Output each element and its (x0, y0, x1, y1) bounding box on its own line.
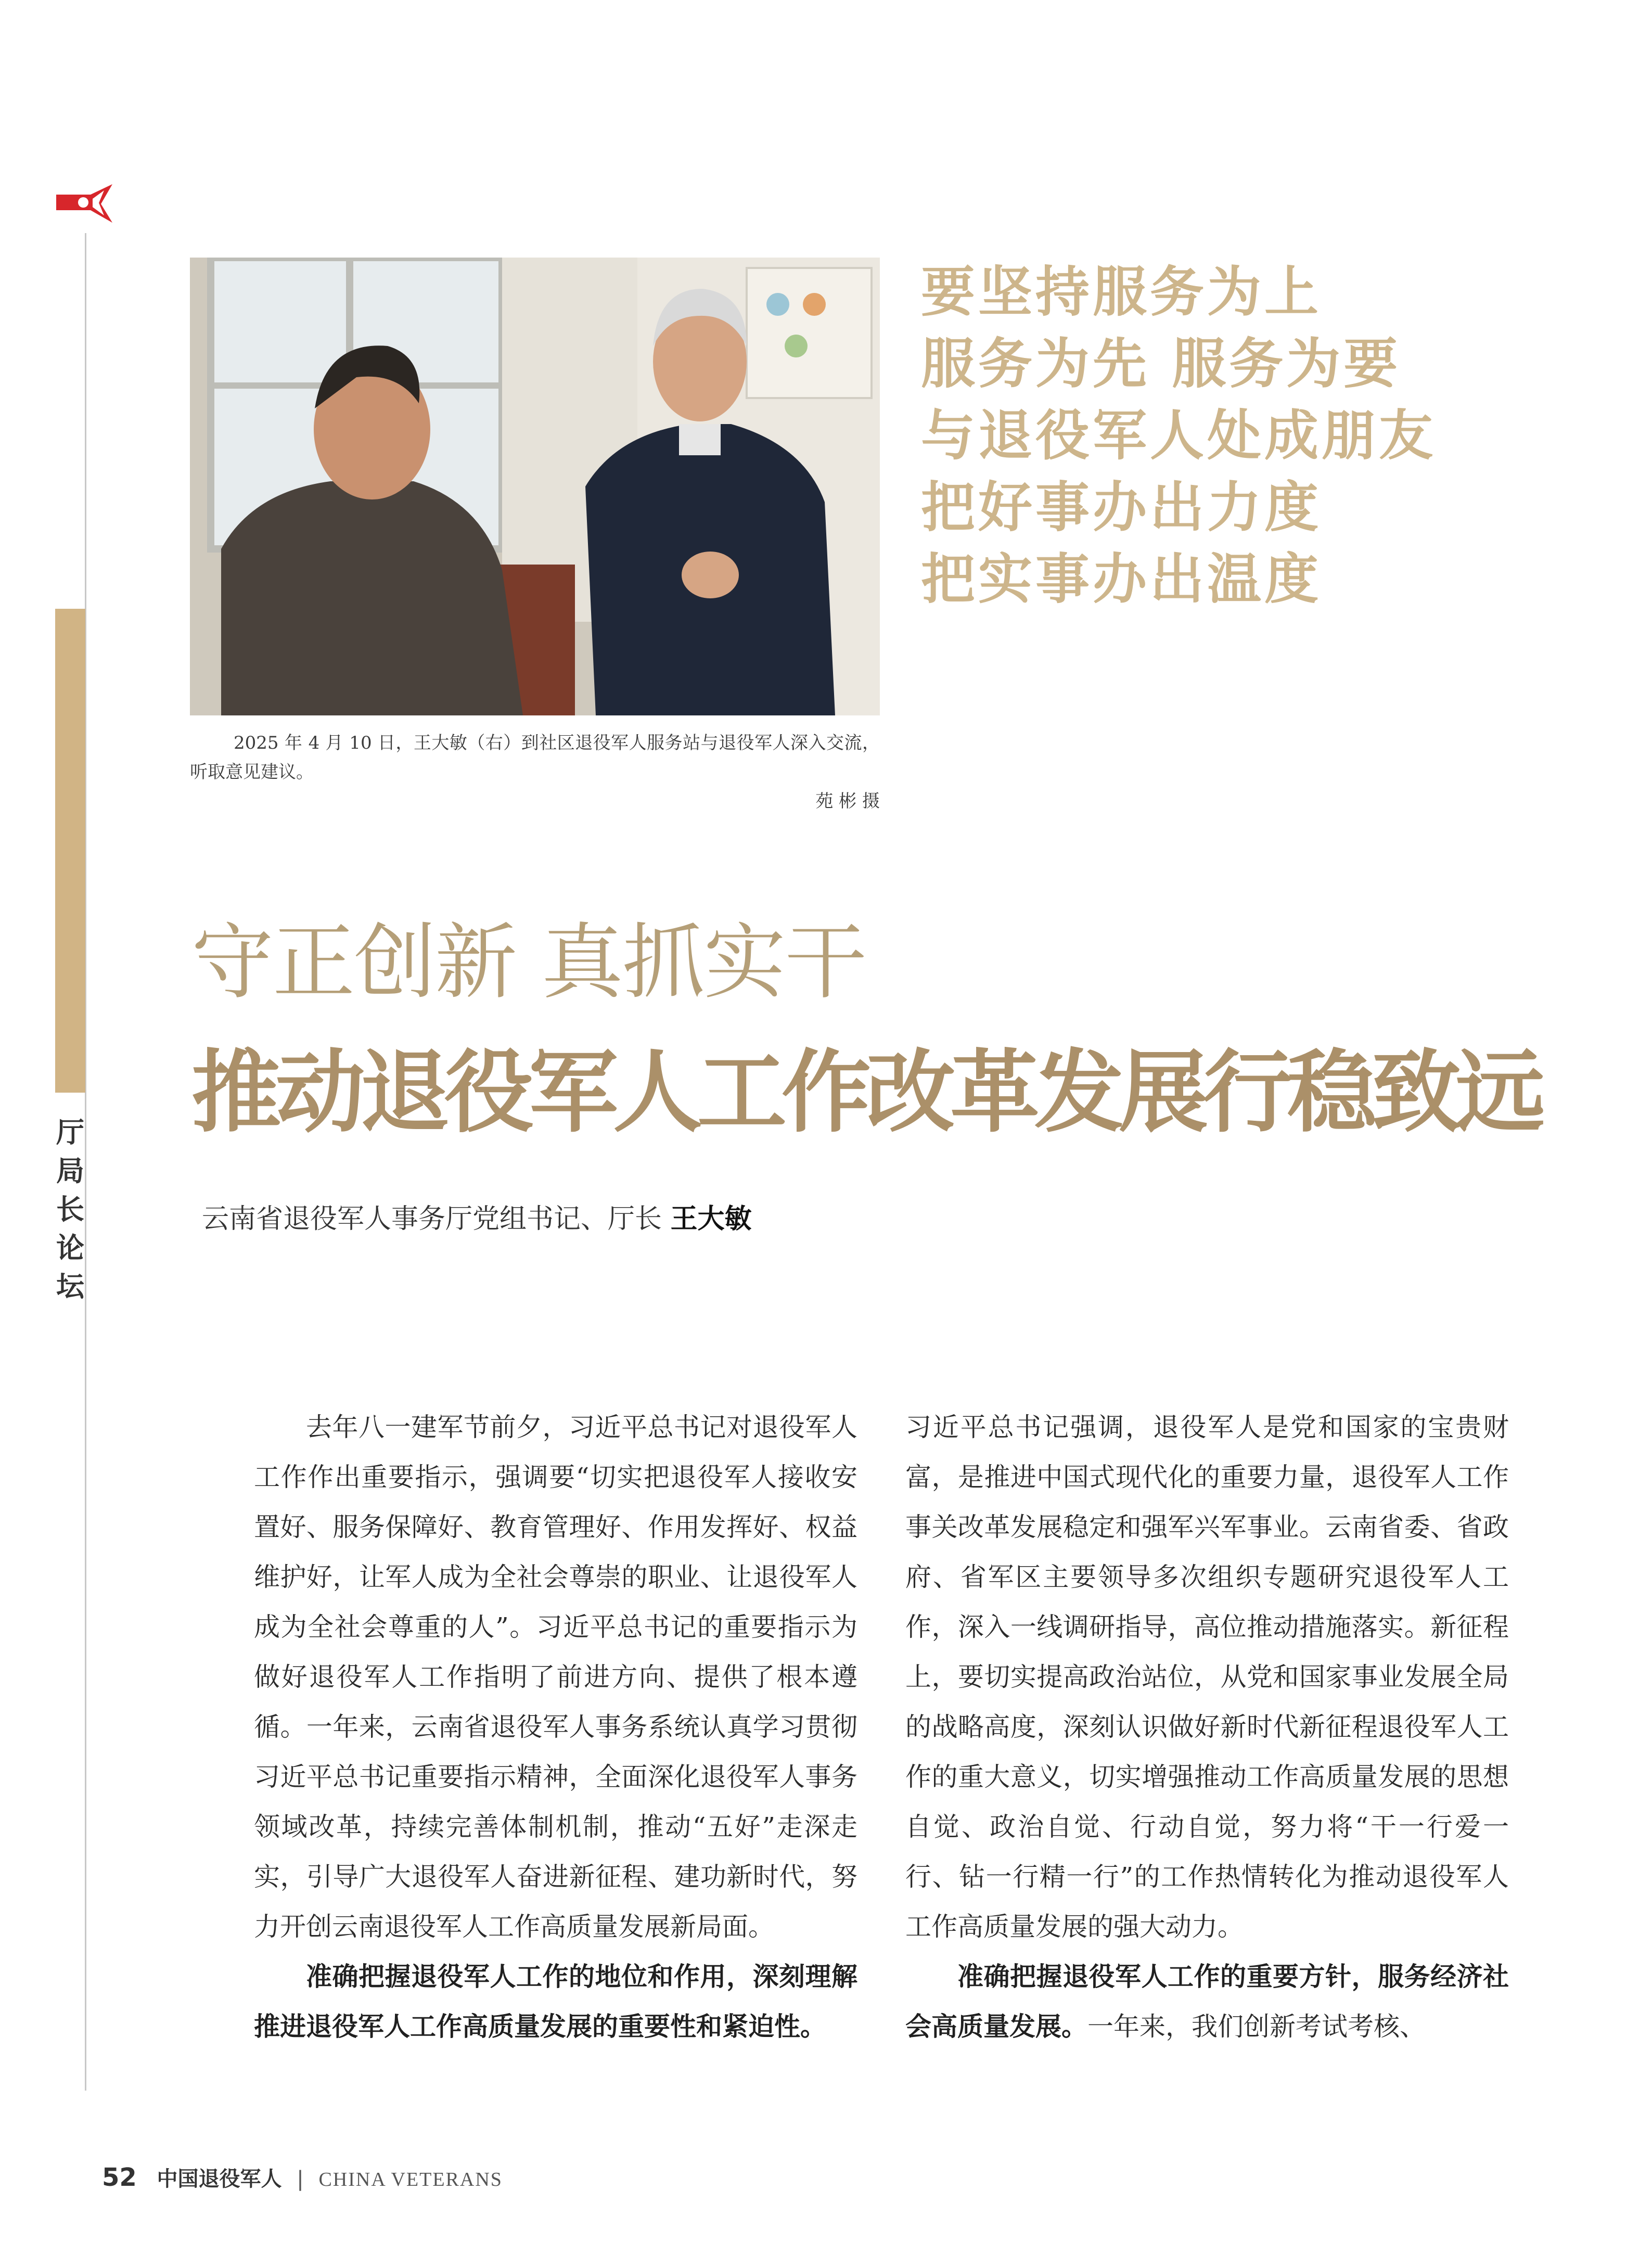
author-position: 云南省退役军人事务厅党组书记、厅长 (202, 1203, 662, 1235)
magazine-name-english: CHINA VETERANS (318, 2169, 503, 2190)
page-footer (102, 2162, 503, 2195)
photo-caption (190, 728, 880, 816)
photo-scene (190, 258, 880, 715)
column-name: 厅局长论坛 (56, 1116, 84, 1303)
article-column-left (254, 1402, 857, 2052)
section-heading: 准确把握退役军人工作的重要方针，服务经济社会高质量发展。 (905, 1962, 1509, 2042)
pull-quote-line: 把好事办出力度 (921, 475, 1322, 539)
magazine-logo-icon (54, 183, 114, 224)
sidebar-accent-bar (55, 609, 85, 1093)
article-photo (190, 258, 880, 715)
pull-quote (921, 256, 1545, 615)
page-number: 52 (102, 2163, 137, 2192)
article-title-line2: 推动退役军人工作改革发展行稳致远 (191, 1040, 1540, 1145)
article-paragraph (905, 1952, 1509, 2052)
pull-quote-line: 与退役军人处成朋友 (921, 403, 1437, 467)
author-name: 王大敏 (670, 1203, 752, 1235)
article-paragraph (254, 1952, 857, 2052)
pull-quote-line: 要坚持服务为上 (921, 260, 1322, 324)
pull-quote-line: 把实事办出温度 (921, 547, 1322, 611)
magazine-name: 中国退役军人 (157, 2167, 282, 2191)
paragraph-text: 一年来，我们创新考试考核、 (1087, 2012, 1426, 2042)
article-paragraph: 去年八一建军节前夕，习近平总书记对退役军人工作作出重要指示，强调要“切实把退役军人接收安置好、服务保障好、教育管理好、作用发挥好、权益维护好，让军人成为全社会尊崇的职业、让退役军人成为全社会尊重的人”。习近平总书记的重要指示为做好退役军人工作指明了前进方向、提供了根本遵循。一年来，云南省退役军人事务系统认真学习贯彻习近平总书记重要指示精神，全面深化退役军人事务领域改革，持续完善体制机制，推动“五好”走深走实，引导广大退役军人奋进新征程、建功新时代，努力开创云南退役军人工作高质量发展新局面。 (254, 1412, 857, 1942)
footer-separator: | (297, 2167, 304, 2191)
article-paragraph: 习近平总书记强调，退役军人是党和国家的宝贵财富，是推进中国式现代化的重要力量，退役军人工作事关改革发展稳定和强军兴军事业。云南省委、省政府、省军区主要领导多次组织专题研究退役军人工作，深入一线调研指导，高位推动措施落实。新征程上，要切实提高政治站位，从党和国家事业发展全局的战略高度，深刻认识做好新时代新征程退役军人工作的重大意义，切实增强推动工作高质量发展的思想自觉、政治自觉、行动自觉，努力将“干一行爱一行、钻一行精一行”的工作热情转化为推动退役军人工作高质量发展的强大动力。 (905, 1412, 1509, 1942)
article-column-right (905, 1402, 1509, 2052)
pull-quote-line: 服务为先 服务为要 (921, 331, 1401, 395)
photo-credit: 苑 彬 摄 (815, 791, 880, 812)
section-heading: 准确把握退役军人工作的地位和作用，深刻理解推进退役军人工作高质量发展的重要性和紧迫性。 (254, 1962, 857, 2042)
article-title-line1: 守正创新 真抓实干 (191, 915, 866, 1010)
caption-text: 2025 年 4 月 10 日，王大敏（右）到社区退役军人服务站与退役军人深入交流，听取意见建议。 (190, 733, 880, 783)
author-byline (202, 1201, 752, 1237)
